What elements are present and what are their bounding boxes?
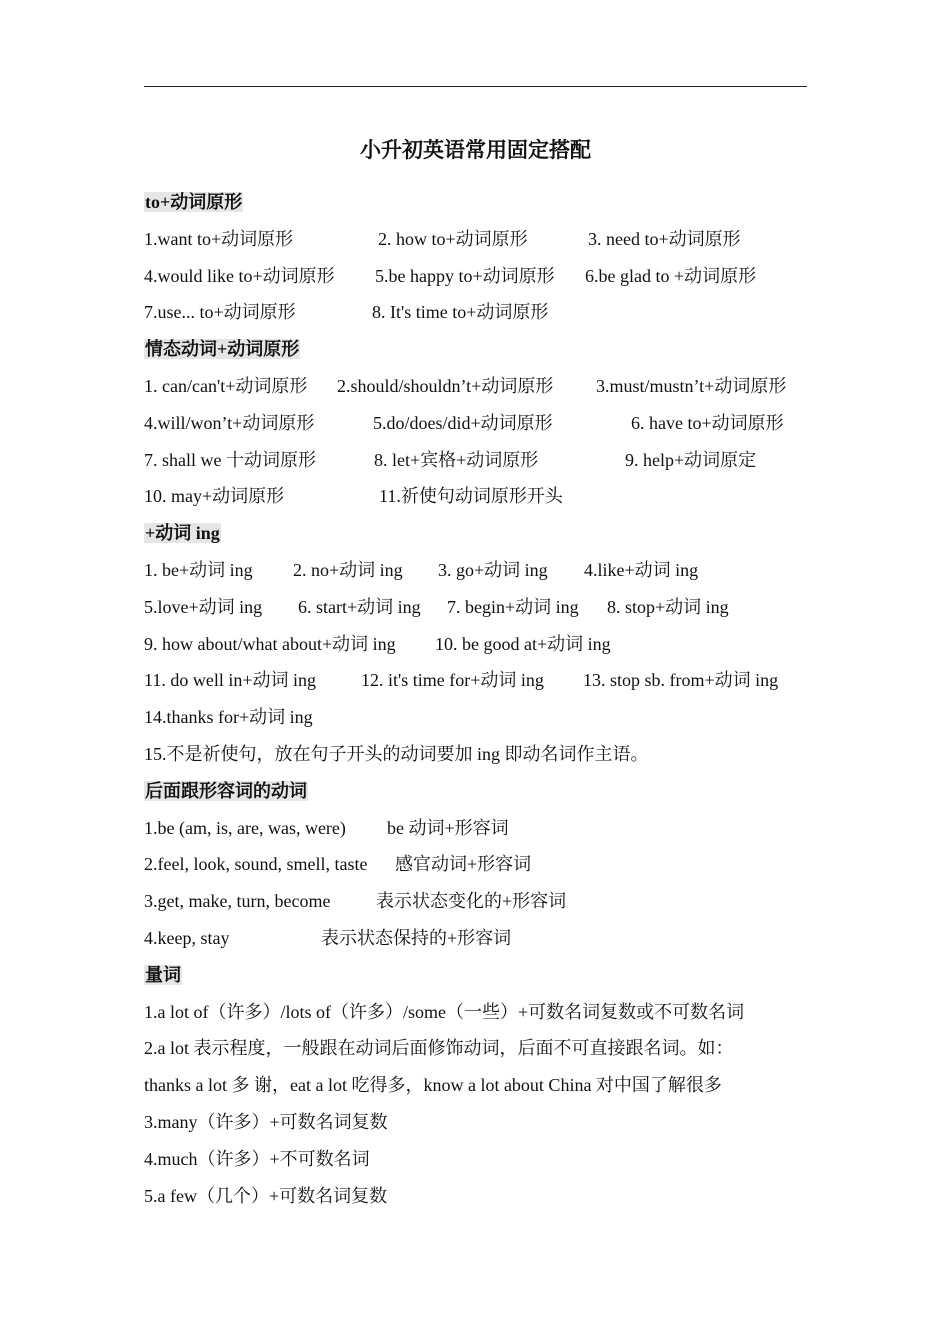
list-row	[144, 883, 824, 920]
list-item: 5.a few（几个）+可数名词复数	[144, 1185, 388, 1206]
list-item: 1.be (am, is, are, was, were)	[144, 817, 346, 838]
section-heading-linking-verbs: 后面跟形容词的动词	[145, 780, 307, 801]
list-item: 8. It's time to+动词原形	[372, 302, 549, 323]
section-heading-verb-ing: +动词 ing	[145, 523, 220, 544]
list-item: 15.不是祈使句，放在句子开头的动词要加 ing 即动名词作主语。	[144, 743, 649, 764]
list-row	[144, 294, 824, 331]
list-item-note: 表示状态变化的+形容词	[376, 891, 567, 912]
list-row	[144, 258, 824, 295]
section-heading-modal-verbs: 情态动词+动词原形	[145, 339, 300, 360]
list-item: 4.keep, stay	[144, 927, 230, 948]
list-item: 11.祈使句动词原形开头	[379, 486, 563, 507]
list-item: 5.be happy to+动词原形	[375, 265, 555, 286]
list-row	[144, 478, 824, 515]
list-item-note: be 动词+形容词	[387, 817, 509, 838]
list-row	[144, 920, 824, 957]
list-item: 4.much（许多）+不可数名词	[144, 1148, 370, 1169]
list-item: 6.be glad to +动词原形	[585, 265, 757, 286]
page-title: 小升初英语常用固定搭配	[360, 138, 591, 162]
list-row	[144, 1067, 824, 1104]
list-item: 3. go+动词 ing	[438, 559, 548, 580]
list-item: 1.a lot of（许多）/lots of（许多）/some（一些）+可数名词复数或不可数名词	[144, 1001, 745, 1022]
list-item: 7. begin+动词 ing	[447, 596, 579, 617]
list-item: 10. may+动词原形	[144, 486, 285, 507]
list-row	[144, 1104, 824, 1141]
list-item: 3. need to+动词原形	[588, 228, 741, 249]
list-item: thanks a lot 多 谢，eat a lot 吃得多，know a lot about China 对中国了解很多	[144, 1075, 722, 1096]
list-item: 7.use... to+动词原形	[144, 302, 296, 323]
list-row	[144, 368, 824, 405]
header-rule	[144, 86, 807, 87]
list-item: 4.like+动词 ing	[584, 559, 699, 580]
list-row	[144, 1178, 824, 1215]
list-item: 2. how to+动词原形	[378, 228, 528, 249]
list-item: 12. it's time for+动词 ing	[361, 670, 544, 691]
list-item: 4.will/won’t+动词原形	[144, 412, 315, 433]
section-heading-quantifiers: 量词	[145, 964, 181, 985]
list-row	[144, 810, 824, 847]
list-item: 2.feel, look, sound, smell, taste	[144, 854, 368, 875]
list-item: 4.would like to+动词原形	[144, 265, 335, 286]
list-item: 6. have to+动词原形	[631, 412, 784, 433]
list-item: 7. shall we 十动词原形	[144, 449, 316, 470]
list-row	[144, 626, 824, 663]
list-item: 1. can/can't+动词原形	[144, 375, 308, 396]
section-heading-to-infinitive: to+动词原形	[145, 192, 243, 212]
list-item: 5.do/does/did+动词原形	[373, 412, 553, 433]
list-row	[144, 221, 824, 258]
list-row	[144, 994, 824, 1031]
list-row	[144, 1030, 824, 1067]
list-row	[144, 442, 824, 479]
list-item: 3.many（许多）+可数名词复数	[144, 1111, 388, 1132]
document-body	[144, 184, 824, 1214]
list-item: 2.a lot 表示程度，一般跟在动词后面修饰动词，后面不可直接跟名词。如：	[144, 1038, 734, 1059]
list-item: 10. be good at+动词 ing	[435, 633, 611, 654]
list-row	[144, 589, 824, 626]
list-item: 14.thanks for+动词 ing	[144, 707, 313, 728]
list-row	[144, 736, 824, 773]
list-item: 9. help+动词原定	[625, 449, 757, 470]
list-item: 2.should/shouldn’t+动词原形	[337, 375, 554, 396]
list-row	[144, 552, 824, 589]
list-row	[144, 405, 824, 442]
list-row	[144, 846, 824, 883]
list-item-note: 表示状态保持的+形容词	[321, 927, 512, 948]
list-item: 11. do well in+动词 ing	[144, 670, 316, 691]
list-item: 2. no+动词 ing	[293, 559, 403, 580]
list-row	[144, 662, 824, 699]
list-item: 8. let+宾格+动词原形	[374, 449, 539, 470]
list-item: 3.must/mustn’t+动词原形	[596, 375, 787, 396]
list-item: 8. stop+动词 ing	[607, 596, 729, 617]
list-row	[144, 699, 824, 736]
list-item: 6. start+动词 ing	[298, 596, 421, 617]
list-item: 3.get, make, turn, become	[144, 891, 331, 912]
list-item: 13. stop sb. from+动词 ing	[583, 670, 779, 691]
list-item-note: 感官动词+形容词	[395, 854, 532, 875]
list-item: 1.want to+动词原形	[144, 228, 294, 249]
list-item: 9. how about/what about+动词 ing	[144, 633, 396, 654]
list-item: 1. be+动词 ing	[144, 559, 253, 580]
list-row	[144, 1141, 824, 1178]
list-item: 5.love+动词 ing	[144, 596, 263, 617]
